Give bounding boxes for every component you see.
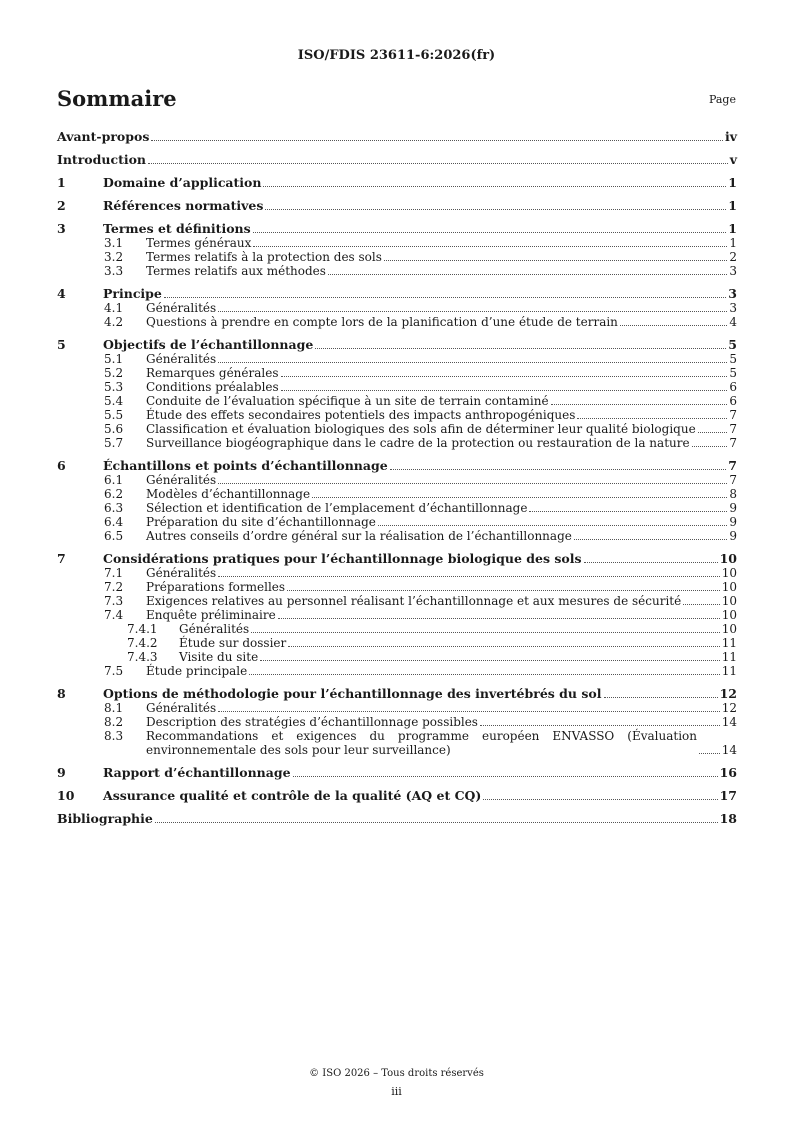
page-column-label: Page (708, 93, 736, 106)
toc-entry[interactable] (57, 264, 737, 278)
toc-entry-title: Généralités (146, 352, 217, 366)
toc-entry-page: 8 (729, 487, 737, 501)
dot-leader (278, 618, 720, 619)
toc-entry-page: 1 (728, 175, 737, 190)
toc-entry-title: Termes et définitions (103, 221, 251, 236)
dot-leader (218, 311, 727, 312)
toc-entry[interactable] (57, 529, 737, 543)
toc-entry-title: Généralités (146, 701, 217, 715)
toc-entry-title: Introduction (57, 152, 147, 167)
toc-entry[interactable] (57, 236, 737, 250)
toc-entry[interactable] (57, 636, 737, 650)
toc-entry-page: 10 (719, 551, 737, 566)
toc-entry-number: 1 (57, 175, 66, 190)
dot-leader (683, 604, 720, 605)
dot-leader (288, 646, 719, 647)
toc-entry-page: 10 (721, 622, 737, 636)
toc-entry[interactable] (57, 687, 737, 701)
toc-entry[interactable] (57, 594, 737, 608)
toc-entry-title: Recommandations et exigences du programme européen ENVASSO (Évaluation environnementale des sols pour leur surveillance) (146, 729, 697, 757)
toc-entry-number: 6.1 (104, 473, 124, 487)
toc-entry-number: 8.1 (104, 701, 124, 715)
toc-entry-title: Étude principale (146, 664, 248, 678)
toc-entry-title: Généralités (146, 301, 217, 315)
toc-entry-title: Bibliographie (57, 811, 153, 826)
toc-entry[interactable] (57, 701, 737, 715)
toc-entry[interactable] (57, 715, 737, 729)
toc-entry-number: 5 (57, 337, 66, 352)
toc-entry-number: 7.2 (104, 580, 124, 594)
toc-entry[interactable] (57, 515, 737, 529)
toc-entry-number: 10 (57, 788, 75, 803)
dot-leader (265, 209, 726, 210)
toc-entry-title: Principe (103, 286, 162, 301)
toc-entry-page: 7 (729, 473, 737, 487)
dot-leader (218, 576, 720, 577)
dot-leader (378, 525, 727, 526)
toc-entry-number: 4 (57, 286, 66, 301)
dot-leader (253, 232, 727, 233)
toc-entry-number: 7.4.3 (127, 650, 158, 664)
toc-entry[interactable] (57, 664, 737, 678)
toc-entry-page: 10 (721, 566, 737, 580)
toc-entry-number: 3 (57, 221, 66, 236)
toc-entry[interactable] (57, 501, 737, 515)
toc-entry-number: 3.1 (104, 236, 124, 250)
toc-entry-title: Assurance qualité et contrôle de la qualité (AQ et CQ) (103, 788, 482, 803)
toc-entry-number: 6.4 (104, 515, 124, 529)
toc-entry-page: 14 (721, 715, 737, 729)
toc-entry[interactable] (57, 222, 737, 236)
toc-entry-number: 4.1 (104, 301, 124, 315)
toc-entry-page: 1 (728, 198, 737, 213)
toc-entry-page: 2 (729, 250, 737, 264)
toc-entry[interactable] (57, 176, 737, 190)
toc-entry-title: Description des stratégies d’échantillonnage possibles (146, 715, 478, 729)
toc-entry[interactable] (57, 566, 737, 580)
toc-entry-page: 16 (719, 765, 737, 780)
toc-entry-page: 7 (729, 422, 737, 436)
toc-entry-title: Avant-propos (57, 129, 150, 144)
toc-entry-number: 5.6 (104, 422, 124, 436)
toc-entry-title: Généralités (179, 622, 250, 636)
toc-entry[interactable] (57, 473, 737, 487)
toc-entry-page: 6 (729, 394, 737, 408)
toc-entry-number: 5.5 (104, 408, 124, 422)
toc-entry[interactable] (57, 789, 737, 803)
toc-entry[interactable] (57, 422, 737, 436)
toc-entry-page: 11 (721, 650, 737, 664)
toc-entry-number: 7.1 (104, 566, 124, 580)
dot-leader (253, 246, 727, 247)
toc-entry-page: 10 (721, 580, 737, 594)
toc-entry-title: Termes relatifs à la protection des sols (146, 250, 382, 264)
toc-entry-number: 3.3 (104, 264, 124, 278)
dot-leader (218, 362, 727, 363)
toc-entry-title: Considérations pratiques pour l’échantillonnage biologique des sols (103, 551, 582, 566)
toc-entry-title: Domaine d’application (103, 175, 262, 190)
toc-entry-title: Conduite de l’évaluation spécifique à un site de terrain contaminé (146, 394, 549, 408)
toc-entry-page: 12 (719, 686, 737, 701)
dot-leader (155, 822, 718, 823)
toc-entry[interactable] (57, 394, 737, 408)
dot-leader (315, 348, 726, 349)
toc-entry-page: 6 (729, 380, 737, 394)
toc-entry[interactable] (57, 130, 737, 144)
toc-entry-number: 4.2 (104, 315, 124, 329)
toc-entry-number: 7.4.2 (127, 636, 158, 650)
toc-entry-page: 3 (729, 301, 737, 315)
dot-leader (604, 697, 718, 698)
toc-entry[interactable] (57, 487, 737, 501)
dot-leader (287, 590, 720, 591)
toc-entry[interactable] (57, 352, 737, 366)
dot-leader (620, 325, 727, 326)
toc-entry-page: 4 (729, 315, 737, 329)
toc-entry[interactable] (57, 287, 737, 301)
toc-entry-page: 12 (721, 701, 737, 715)
dot-leader (483, 799, 717, 800)
toc-entry-title: Options de méthodologie pour l’échantillonnage des invertébrés du sol (103, 686, 602, 701)
toc-entry[interactable] (57, 552, 737, 566)
toc-entry-number: 7.4 (104, 608, 124, 622)
toc-entry-number: 2 (57, 198, 66, 213)
toc-entry-page: 7 (729, 408, 737, 422)
toc-entry-title: Termes relatifs aux méthodes (146, 264, 326, 278)
toc-entry[interactable] (57, 650, 737, 664)
toc-entry-page: 9 (729, 501, 737, 515)
toc-entry-title: Visite du site (179, 650, 259, 664)
toc-entry-page: 3 (728, 286, 737, 301)
toc-entry-number: 6.5 (104, 529, 124, 543)
dot-leader (698, 432, 728, 433)
toc-entry-page: 5 (729, 366, 737, 380)
toc-entry-title: Enquête préliminaire (146, 608, 276, 622)
toc-entry[interactable] (57, 766, 737, 780)
toc-entry-number: 5.4 (104, 394, 124, 408)
toc-entry-number: 5.1 (104, 352, 124, 366)
document-id-header: ISO/FDIS 23611-6:2026(fr) (297, 48, 496, 63)
toc-entry-title: Généralités (146, 473, 217, 487)
toc-entry-page: 5 (728, 337, 737, 352)
copyright-footer: © ISO 2026 – Tous droits réservés (309, 1068, 484, 1079)
table-of-contents (57, 130, 737, 826)
toc-entry-page: 11 (721, 636, 737, 650)
dot-leader (260, 660, 720, 661)
dot-leader (281, 376, 728, 377)
dot-leader (699, 753, 720, 754)
dot-leader (164, 297, 726, 298)
dot-leader (251, 632, 720, 633)
toc-entry[interactable] (57, 459, 737, 473)
toc-entry-page: iv (724, 129, 737, 144)
toc-entry[interactable] (57, 729, 737, 757)
toc-entry-number: 7.4.1 (127, 622, 158, 636)
toc-entry-title: Échantillons et points d’échantillonnage (103, 458, 388, 473)
toc-entry[interactable] (57, 380, 737, 394)
dot-leader (529, 511, 727, 512)
dot-leader (218, 711, 720, 712)
toc-entry-number: 3.2 (104, 250, 124, 264)
toc-entry-page: 18 (719, 811, 737, 826)
toc-entry-title: Exigences relatives au personnel réalisant l’échantillonnage et aux mesures de sécurité (146, 594, 682, 608)
dot-leader (328, 274, 727, 275)
dot-leader (574, 539, 728, 540)
toc-entry-number: 6.3 (104, 501, 124, 515)
toc-entry-page: 1 (728, 221, 737, 236)
toc-entry-page: 11 (721, 664, 737, 678)
toc-entry-title: Étude sur dossier (179, 636, 287, 650)
dot-leader (218, 483, 727, 484)
toc-entry[interactable] (57, 301, 737, 315)
toc-entry-page: 1 (729, 236, 737, 250)
toc-entry-title: Généralités (146, 566, 217, 580)
toc-entry-title: Préparation du site d’échantillonnage (146, 515, 376, 529)
toc-entry[interactable] (57, 366, 737, 380)
toc-entry-page: 9 (729, 515, 737, 529)
toc-entry-title: Préparations formelles (146, 580, 286, 594)
toc-entry[interactable] (57, 580, 737, 594)
dot-leader (263, 186, 726, 187)
toc-entry-title: Objectifs de l’échantillonnage (103, 337, 314, 352)
toc-entry-title: Termes généraux (146, 236, 252, 250)
dot-leader (584, 562, 718, 563)
toc-entry[interactable] (57, 436, 737, 450)
toc-entry-title: Autres conseils d’ordre général sur la réalisation de l’échantillonnage (146, 529, 572, 543)
toc-entry-page: 14 (721, 743, 737, 757)
toc-entry-title: Conditions préalables (146, 380, 279, 394)
toc-entry-page: 10 (721, 594, 737, 608)
toc-entry-number: 8.3 (104, 729, 124, 743)
toc-entry-title: Remarques générales (146, 366, 279, 380)
toc-entry-number: 7 (57, 551, 66, 566)
dot-leader (148, 163, 728, 164)
toc-entry-number: 8.2 (104, 715, 124, 729)
toc-entry-title: Surveillance biogéographique dans le cadre de la protection ou restauration de la nature (146, 436, 690, 450)
dot-leader (151, 140, 723, 141)
toc-entry-number: 6.2 (104, 487, 124, 501)
toc-entry-number: 5.3 (104, 380, 124, 394)
dot-leader (249, 674, 719, 675)
toc-entry[interactable] (57, 153, 737, 167)
toc-entry-number: 9 (57, 765, 66, 780)
toc-entry[interactable] (57, 408, 737, 422)
toc-entry-page: 9 (729, 529, 737, 543)
dot-leader (293, 776, 718, 777)
toc-entry-page: 3 (729, 264, 737, 278)
dot-leader (577, 418, 727, 419)
toc-title: Sommaire (57, 86, 177, 111)
dot-leader (281, 390, 728, 391)
toc-entry[interactable] (57, 199, 737, 213)
toc-entry-page: 5 (729, 352, 737, 366)
toc-entry[interactable] (57, 250, 737, 264)
toc-entry-number: 7.5 (104, 664, 124, 678)
dot-leader (551, 404, 728, 405)
toc-entry-title: Classification et évaluation biologiques des sols afin de déterminer leur qualité biologique (146, 422, 696, 436)
toc-entry[interactable] (57, 338, 737, 352)
toc-entry[interactable] (57, 608, 737, 622)
dot-leader (312, 497, 727, 498)
toc-entry[interactable] (57, 812, 737, 826)
toc-entry-number: 6 (57, 458, 66, 473)
toc-entry-page: 17 (719, 788, 737, 803)
toc-entry-title: Références normatives (103, 198, 264, 213)
toc-entry[interactable] (57, 622, 737, 636)
toc-entry-title: Modèles d’échantillonnage (146, 487, 311, 501)
dot-leader (480, 725, 720, 726)
dot-leader (384, 260, 727, 261)
dot-leader (692, 446, 728, 447)
toc-entry-title: Étude des effets secondaires potentiels des impacts anthropogéniques (146, 408, 576, 422)
dot-leader (390, 469, 727, 470)
toc-entry-number: 5.2 (104, 366, 124, 380)
toc-entry-title: Questions à prendre en compte lors de la planification d’une étude de terrain (146, 315, 618, 329)
toc-entry-page: v (729, 152, 737, 167)
toc-entry-number: 8 (57, 686, 66, 701)
toc-entry-title: Sélection et identification de l’emplacement d’échantillonnage (146, 501, 528, 515)
toc-entry-page: 10 (721, 608, 737, 622)
toc-entry-title: Rapport d’échantillonnage (103, 765, 291, 780)
toc-entry-number: 5.7 (104, 436, 124, 450)
page-number: iii (391, 1085, 402, 1098)
toc-entry-number: 7.3 (104, 594, 124, 608)
toc-entry[interactable] (57, 315, 737, 329)
toc-entry-page: 7 (728, 458, 737, 473)
toc-entry-page: 7 (729, 436, 737, 450)
